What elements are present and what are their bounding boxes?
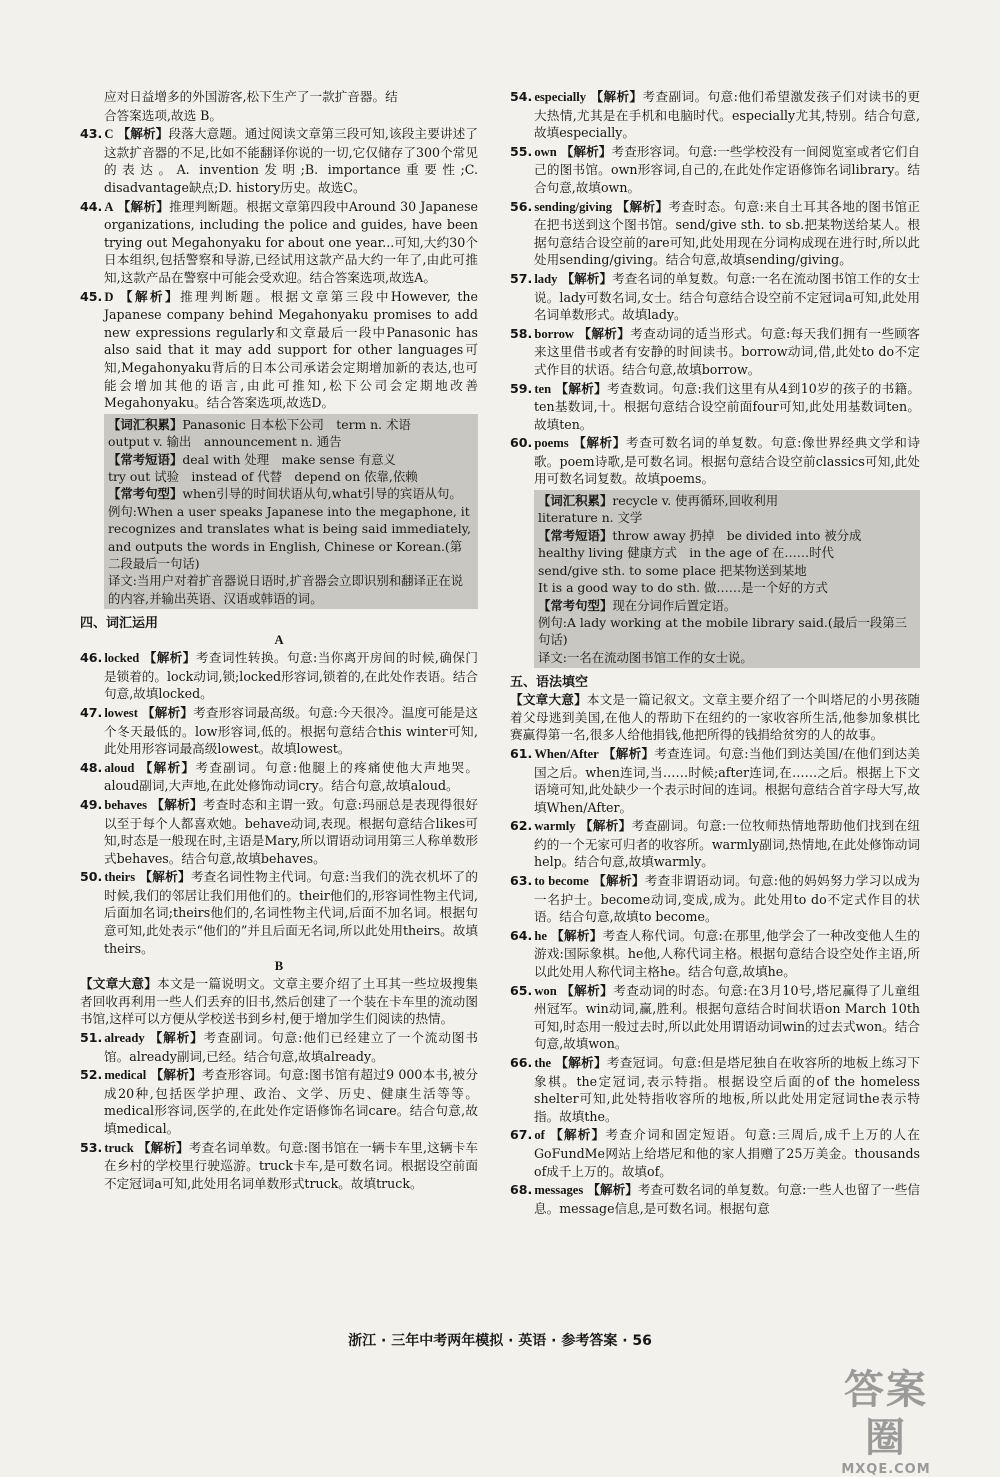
- answer-word: the: [534, 1056, 552, 1070]
- intro-line: 合答案选项,故选 B。: [104, 107, 223, 123]
- analysis-text: 考查时态。句意:来自土耳其各地的图书馆正在把书送到这个图书馆。send/give sth. to sb.把某物送给某人。根据句意结合设空前的are可知,此处用现在分词构成现在进行时,所以此处用sending/giving。结合句意,故填sending/giving。: [534, 198, 921, 268]
- analysis-text: 考查形容词。句意:一些学校没有一间阅览室或者它们自己的图书馆。own形容词,自己的,在此处作定语修饰名词library。结合句意,故填own。: [534, 143, 921, 195]
- analysis-text: 考查动词的适当形式。句意:每天我们拥有一些顾客来这里借书或者有安静的时间读书。borrow动词,借,此处to do不定式作目的状语。结合句意,故填borrow。: [534, 325, 920, 377]
- question-number: 58.: [510, 325, 533, 341]
- answer-word: of: [534, 1128, 545, 1143]
- box-text: 例句:When a user speaks Japanese into the megaphone, it recognizes and translates what is being said immediately, and outputs the words in English, Chinese or Korean.(第二段最后一句话): [108, 503, 471, 571]
- vocabulary-box: [104, 414, 478, 609]
- section-heading-grammar: 五、语法填空: [510, 675, 589, 691]
- analysis-text: 考查副词。句意:他们希望激发孩子们对读书的更大热情,尤其是在手机和电脑时代。especially尤其,特别。结合句意,故填especially。: [534, 89, 921, 141]
- answer-item: [510, 1126, 920, 1180]
- box-line: [108, 503, 474, 573]
- question-number: 51.: [80, 1030, 103, 1046]
- answer-item: [510, 198, 920, 269]
- box-text: recycle v. 使再循环,回收利用: [612, 493, 779, 509]
- question-number: 67.: [510, 1127, 533, 1143]
- box-line: [538, 562, 916, 579]
- analysis-text: 段落大意题。通过阅读文章第三段可知,该段主要讲述了这款扩音器的不足,比如不能翻译你说的一切,它仅储存了300个常见的表达。A. invention发明;B. importance重要性;C. disadvantage缺点;D. history历史。故选C。: [104, 126, 478, 195]
- analysis-text: 考查形容词。句意:图书馆有超过9 000本书,被分成20种,包括医学护理、政治、文学、历史、健康生活等等。medical形容词,医学的,在此处作定语修饰名词care。结合句意,故填medical。: [104, 1067, 478, 1136]
- box-text: deal with 处理 make sense 有意义: [182, 451, 396, 467]
- box-line: [108, 451, 474, 468]
- analysis-label: 【解析】: [151, 796, 203, 812]
- analysis-label: 【解析】: [550, 927, 603, 943]
- box-label: 【常考短语】: [108, 451, 183, 467]
- analysis-text: 考查可数名词的单复数。句意:一些人也留了一些信息。message信息,是可数名词。根据句意: [534, 1182, 921, 1216]
- box-text: It is a good way to do sth. 做……是一个好的方式: [538, 580, 828, 596]
- answer-item: [80, 759, 478, 795]
- answer-item: [80, 1029, 478, 1065]
- question-number: 68.: [510, 1182, 533, 1198]
- box-text: try out 试验 instead of 代替 depend on 依靠,依赖: [108, 468, 418, 484]
- answer-list-continued: [510, 88, 920, 488]
- box-text: when引导的时间状语从句,what引导的宾语从句。: [182, 486, 462, 502]
- analysis-text: 考查副词。句意:他们已经建立了一个流动图书馆。already副词,已经。结合句意,故填already。: [104, 1030, 479, 1064]
- analysis-label: 【解析】: [117, 288, 181, 304]
- box-line: [538, 579, 916, 596]
- box-line: [538, 492, 916, 509]
- analysis-text: 推理判断题。根据文章第三段中However, the Japanese company behind Megahonyaku promises to add new expressions regularly和文章最后一段中Panasonic has also said that it may add support for other languages可知,Megahonyaku背后的日本公司承诺会定期增加新的表达,也可能会增加其他的语言,由此可推知,松下公司会定期地改善Megahonyaku。结合答案选项,故选D。: [104, 288, 478, 411]
- question-number: 52.: [80, 1067, 103, 1083]
- analysis-label: 【解析】: [139, 869, 191, 885]
- answer-item: [510, 982, 920, 1053]
- question-number: 66.: [510, 1055, 533, 1070]
- question-number: 62.: [510, 818, 533, 834]
- answer-item: [510, 380, 920, 434]
- analysis-label: 【解析】: [602, 745, 655, 761]
- summary-label: 【文章大意】: [80, 976, 158, 992]
- subsection-heading-a: A: [274, 633, 284, 648]
- summary-text: 本文是一篇记叙文。文章主要介绍了一个叫塔尼的小男孩随着父母逃到美国,在他人的帮助下在纽约的一家收容所生活,他参加象棋比赛赢得第一名,很多人给他捐钱,他把所得的钱捐给贫穷的人的故事。: [510, 692, 921, 743]
- answer-word: poems: [534, 436, 569, 451]
- answer-word: lowest: [104, 705, 138, 720]
- analysis-text: 考查人称代词。句意:在那里,他学会了一种改变他人生的游戏:国际象棋。he他,人称代词主格。根据句意结合设空处作主语,所以此处用人称代词主格he。结合句意,故填he。: [534, 927, 921, 980]
- answer-item: [80, 288, 478, 412]
- answer-item: [80, 796, 478, 867]
- analysis-label: 【解析】: [590, 89, 643, 104]
- answer-word: sending/giving: [534, 199, 613, 214]
- answer-item: [80, 125, 478, 196]
- intro-line: 应对日益增多的外国游客,松下生产了一款扩音器。结: [104, 89, 398, 104]
- question-number: 57.: [510, 270, 533, 286]
- box-text: throw away 扔掉 be divided into 被分成: [612, 527, 862, 543]
- box-line: [108, 485, 474, 502]
- answer-item: [510, 872, 920, 926]
- answer-word: warmly: [534, 819, 576, 834]
- analysis-text: 考查动词的时态。句意:在3月10号,塔尼赢得了儿童组州冠军。win动词,赢,胜利。根据句意结合时间状语on March 10th可知,时态用一般过去时,所以此处用谓语动词win的过去式won。结合句意,故填won。: [534, 982, 920, 1052]
- answer-word: theirs: [104, 870, 136, 885]
- answer-word: borrow: [534, 326, 574, 341]
- box-text: send/give sth. to some place 把某物送到某地: [538, 562, 807, 578]
- answer-list-b: [80, 1029, 478, 1192]
- answer-word: C: [104, 127, 114, 142]
- analysis-label: 【解析】: [561, 270, 613, 286]
- analysis-label: 【解析】: [137, 1139, 189, 1155]
- question-number: 49.: [80, 796, 103, 812]
- answer-item: [80, 1066, 478, 1137]
- answer-list-a: [80, 649, 478, 957]
- box-line: [538, 614, 916, 649]
- box-text: literature n. 文学: [538, 510, 643, 526]
- box-text: 译文:当用户对着扩音器说日语时,扩音器会立即识别和翻译正在说的内容,并输出英语、汉语或韩语的词。: [108, 573, 464, 606]
- box-label: 【常考短语】: [538, 527, 613, 543]
- box-line: [538, 527, 916, 544]
- box-label: 【常考句型】: [538, 597, 613, 613]
- analysis-text: 推理判断题。根据文章第四段中Around 30 Japanese organizations, including the police and guides, have been trying out Megahonyaku for about one year...可知,大约30个日本组织,包括警察和导游,已经试用这款产品大约一年了,由此可推知,这款产品在警察中可能会受欢迎。结合答案选项,故选A。: [104, 198, 479, 285]
- analysis-label: 【解析】: [555, 380, 608, 396]
- analysis-label: 【解析】: [560, 143, 612, 159]
- page-footer: 浙江 · 三年中考两年模拟 · 英语 · 参考答案 · 56: [348, 1333, 652, 1349]
- answer-item: [80, 649, 478, 703]
- question-number: 61.: [510, 745, 533, 761]
- answer-list-reading: [80, 125, 478, 412]
- question-number: 65.: [510, 982, 533, 998]
- box-line: [108, 468, 474, 485]
- box-text: 例句:A lady working at the mobile library said.(最后一段第三句话): [538, 614, 908, 648]
- analysis-label: 【解析】: [138, 759, 196, 775]
- answer-item: [80, 704, 478, 758]
- analysis-label: 【解析】: [148, 1030, 204, 1046]
- left-column: [80, 88, 478, 1193]
- subsection-heading-b: B: [274, 959, 284, 974]
- analysis-label: 【解析】: [577, 325, 631, 341]
- answer-item: [80, 868, 478, 957]
- box-text: healthy living 健康方式 in the age of 在……时代: [538, 545, 834, 561]
- answer-item: [510, 817, 920, 871]
- box-text: output v. 输出 announcement n. 通告: [108, 434, 342, 450]
- answer-word: especially: [534, 90, 587, 104]
- answer-item: [510, 270, 920, 324]
- vocabulary-box: [534, 490, 920, 668]
- article-summary: [80, 975, 478, 1028]
- answer-word: A: [104, 199, 114, 214]
- analysis-text: 考查名词性物主代词。句意:当我们的洗衣机坏了的时候,我们的邻居让我们用他们的。their他们的,形容词性物主代词,后面加名词;theirs他们的,名词性物主代词,后面不加名词。根据句意可知,此处表示“他们的”并且后面无名词,所以此处用theirs。故填theirs。: [104, 869, 478, 956]
- answer-word: truck: [104, 1140, 134, 1155]
- question-number: 59.: [510, 380, 533, 396]
- box-line: [108, 433, 474, 450]
- box-line: [108, 572, 474, 607]
- box-line: [108, 416, 474, 433]
- answer-item: [510, 434, 920, 488]
- analysis-label: 【解析】: [616, 198, 669, 214]
- right-column: [510, 88, 920, 1218]
- answer-item: [80, 198, 478, 287]
- answer-word: When/After: [534, 746, 599, 761]
- analysis-label: 【解析】: [117, 126, 169, 142]
- box-text: Panasonic 日本松下公司 term n. 术语: [182, 416, 411, 432]
- answer-word: medical: [104, 1068, 147, 1083]
- analysis-text: 考查冠词。句意:但是塔尼独自在收容所的地板上练习下象棋。the定冠词,表示特指。根据设空后面的of the homeless shelter可知,此处特指收容所的地板,所以此处用定冠词the表示特指。故填the。: [534, 1055, 921, 1124]
- answer-item: [510, 143, 920, 197]
- answer-word: lady: [534, 271, 558, 286]
- box-label: 【词汇积累】: [108, 416, 183, 432]
- analysis-text: 考查时态和主谓一致。句意:玛丽总是表现得很好以至于每个人都喜欢她。behave动词,表现。根据句意结合likes可知,时态是一般现在时,主语是Mary,所以谓语动词用第三人称单数形式behaves。结合句意,故填behaves。: [104, 796, 479, 866]
- question-number: 48.: [80, 759, 103, 775]
- answer-item: [510, 88, 920, 142]
- answer-item: [510, 745, 920, 816]
- answer-word: already: [104, 1031, 145, 1046]
- analysis-text: 考查名词单数。句意:图书馆在一辆卡车里,这辆卡车在乡村的学校里行驶巡游。truck卡车,是可数名词。根据设空前面不定冠词a可知,此处用名词单数形式truck。故填truck。: [104, 1139, 479, 1191]
- box-label: 【词汇积累】: [538, 493, 613, 509]
- analysis-text: 考查非谓语动词。句意:他的妈妈努力学习以成为一名护士。become动词,变成,成为。此处用to do不定式作目的状语。结合句意,故填to become。: [534, 873, 921, 925]
- box-text: 现在分词作后置定语。: [612, 597, 737, 613]
- analysis-label: 【解析】: [560, 982, 614, 998]
- question-number: 63.: [510, 873, 533, 889]
- answer-item: [510, 1181, 920, 1217]
- watermark-logo: [826, 1366, 946, 1477]
- analysis-label: 【解析】: [141, 704, 194, 720]
- analysis-text: 考查名词的单复数。句意:一名在流动图书馆工作的女士说。lady可数名词,女士。结合句意结合设空前不定冠词a可知,此处用名词单数形式。故填lady。: [534, 270, 920, 323]
- box-line: [538, 597, 916, 614]
- answer-word: he: [534, 928, 547, 943]
- analysis-label: 【解析】: [555, 1055, 607, 1070]
- summary-label: 【文章大意】: [510, 692, 587, 708]
- answer-word: to become: [534, 874, 589, 889]
- answer-word: D: [104, 289, 114, 304]
- analysis-text: 考查词性转换。句意:当你离开房间的时候,确保门是锁着的。lock动词,锁;locked形容词,锁着的,在此处作表语。结合句意,故填locked。: [104, 650, 479, 702]
- answer-word: aloud: [104, 760, 135, 775]
- question-number: 50.: [80, 869, 103, 885]
- article-summary: [510, 691, 920, 744]
- box-line: [538, 544, 916, 561]
- answer-item: [510, 927, 920, 981]
- answer-word: ten: [534, 381, 552, 396]
- box-line: [538, 509, 916, 526]
- question-number: 60.: [510, 435, 533, 451]
- analysis-label: 【解析】: [587, 1182, 638, 1198]
- analysis-label: 【解析】: [592, 873, 645, 889]
- answer-item: [80, 1139, 478, 1193]
- question-number: 47.: [80, 704, 103, 720]
- summary-text: 本文是一篇说明文。文章主要介绍了土耳其一些垃圾搜集者回收再利用一些人们丢弃的旧书,然后创建了一个装在卡车里的流动图书馆,这样可以方便从学校送书到乡村,便于增加学生们阅读的热情。: [80, 976, 479, 1027]
- analysis-text: 考查连词。句意:当他们到达美国/在他们到达美国之后。when连词,当……时候;after连词,在……之后。根据上下文语境可知,此处缺少一个表示时间的连词。根据句意结合首字母大写,故填When/After。: [534, 745, 920, 815]
- answer-word: locked: [104, 651, 140, 666]
- answer-item: [510, 325, 920, 379]
- analysis-text: 考查数词。句意:我们这里有从4到10岁的孩子的书籍。ten基数词,十。根据句意结合设空前面four可知,此处用基数词ten。故填ten。: [534, 380, 921, 432]
- box-text: 译文:一名在流动图书馆工作的女士说。: [538, 649, 753, 665]
- analysis-label: 【解析】: [143, 650, 196, 666]
- answer-word: won: [534, 983, 557, 998]
- question-number: 46.: [80, 650, 103, 666]
- answer-word: behaves: [104, 797, 147, 812]
- question-number: 45.: [80, 288, 103, 304]
- analysis-text: 考查可数名词的单复数。句意:像世界经典文学和诗歌。poem诗歌,是可数名词。根据句意结合设空前classics可知,此处用可数名词复数。故填poems。: [534, 435, 921, 487]
- analysis-label: 【解析】: [150, 1067, 202, 1083]
- analysis-text: 考查形容词最高级。句意:今天很冷。温度可能是这个冬天最低的。low形容词,低的。根据句意结合this winter可知,此处用形容词最高级lowest。故填lowest。: [104, 704, 479, 757]
- analysis-label: 【解析】: [572, 435, 626, 451]
- analysis-label: 【解析】: [579, 818, 632, 834]
- analysis-text: 考查副词。句意:他腿上的疼痛使他大声地哭。aloud副词,大声地,在此处修饰动词cry。结合句意,故填aloud。: [104, 759, 479, 794]
- answer-word: own: [534, 144, 557, 159]
- question-number: 54.: [510, 89, 533, 104]
- watermark-mark: 答案圈: [844, 1367, 928, 1461]
- watermark-site: MXQE.COM: [841, 1462, 931, 1477]
- analysis-label: 【解析】: [548, 1127, 606, 1143]
- analysis-label: 【解析】: [117, 198, 170, 214]
- question-number: 53.: [80, 1139, 103, 1155]
- box-line: [538, 649, 916, 666]
- analysis-text: 考查介词和固定短语。句意:三周后,成千上万的人在GoFundMe网站上给塔尼和他的家人捐赠了25万美金。thousands of成千上万的。故填of。: [534, 1127, 921, 1179]
- answer-item: [510, 1054, 920, 1125]
- section-heading-vocabulary: 四、词汇运用: [80, 616, 159, 632]
- question-number: 55.: [510, 143, 533, 159]
- answer-word: messages: [534, 1183, 584, 1198]
- question-number: 64.: [510, 927, 533, 943]
- answer-list-grammar: [510, 745, 920, 1217]
- question-number: 56.: [510, 198, 533, 214]
- analysis-text: 考查副词。句意:一位牧师热情地帮助他们找到在纽约的一个无家可归者的收容所。warmly副词,热情地,在此处修饰动词help。结合句意,故填warmly。: [534, 818, 921, 870]
- box-label: 【常考句型】: [108, 486, 183, 502]
- question-number: 44.: [80, 198, 103, 214]
- question-number: 43.: [80, 126, 103, 142]
